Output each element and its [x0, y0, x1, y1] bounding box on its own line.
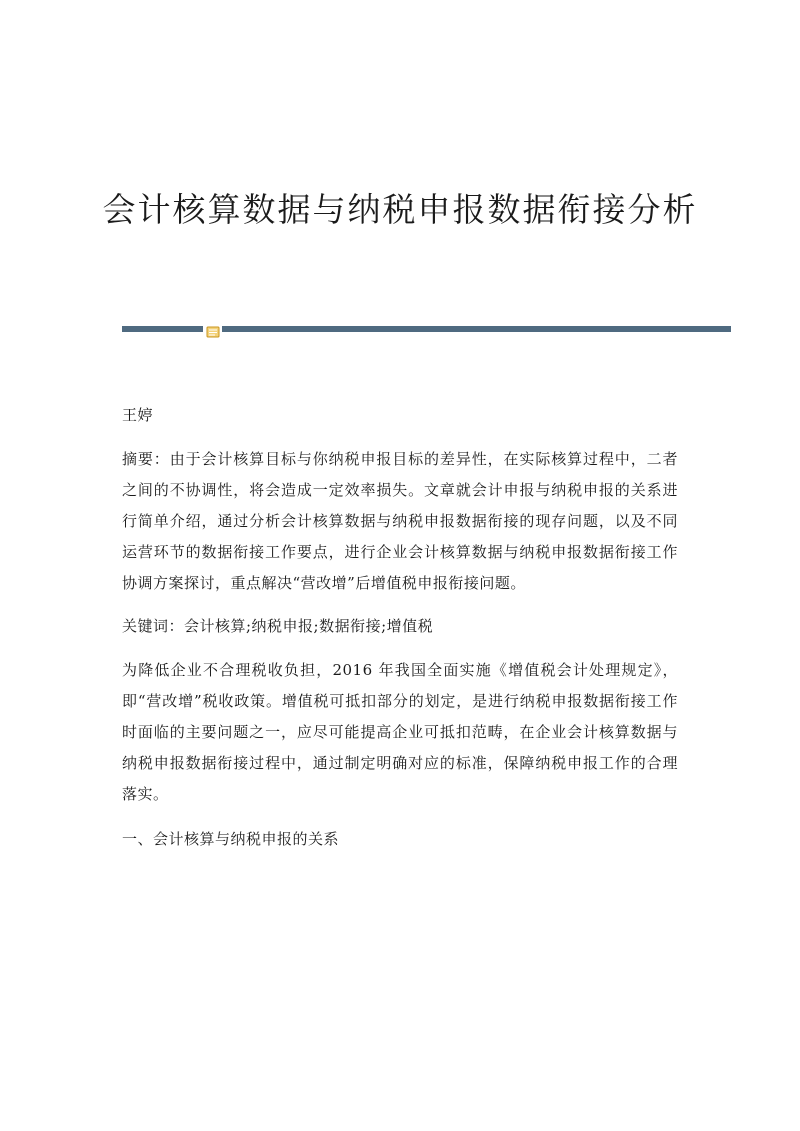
section-heading: 一、会计核算与纳税申报的关系: [122, 830, 340, 848]
document-title: 会计核算数据与纳税申报数据衔接分析: [102, 190, 698, 229]
body-paragraph: 为降低企业不合理税收负担，2016 年我国全面实施《增值税会计处理规定》，即“营改增”税收政策。增值税可抵扣部分的划定，是进行纳税申报数据衔接工作时面临的主要问题之一，应尽可能提高企业可抵扣范畴，在企业会计核算数据与纳税申报数据衔接过程中，通过制定明确对应的标准，保障纳税申报工作的合理落实。: [122, 661, 678, 803]
author-name: 王婷: [122, 406, 154, 424]
document-emblem-icon: [206, 323, 220, 335]
abstract-paragraph: 摘要：由于会计核算目标与你纳税申报目标的差异性，在实际核算过程中，二者之间的不协调性，将会造成一定效率损失。文章就会计申报与纳税申报的关系进行简单介绍，通过分析会计核算数据与纳税申报数据衔接的现存问题，以及不同运营环节的数据衔接工作要点，进行企业会计核算数据与纳税申报数据衔接工作协调方案探讨，重点解决“营改增”后增值税申报衔接问题。: [122, 450, 678, 592]
keywords-line: 关键词：会计核算;纳税申报;数据衔接;增值税: [122, 617, 434, 635]
document-body: [122, 400, 678, 855]
divider-bar-right: [222, 326, 731, 332]
title-divider: [122, 323, 731, 337]
divider-bar-left: [122, 326, 203, 332]
